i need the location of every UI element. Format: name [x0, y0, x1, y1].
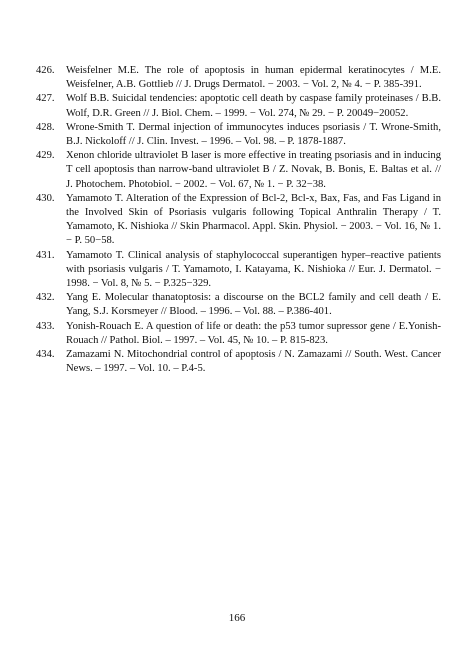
reference-text: Yamamoto T. Alteration of the Expression of Bcl-2, Bcl-x, Bax, Fas, and Fas Ligand in the Involved Skin of Psoriasis vulgaris following Topical Anthralin Therapy / T. Yamamoto, K. Nishioka // Skin Pharmacol. Appl. Skin. Physiol. − 2003. − Vol. 16, № 1. − P. 50−58. — [66, 192, 441, 247]
reference-item — [36, 192, 441, 249]
reference-number: 432. — [36, 292, 55, 304]
reference-text: Yamamoto T. Clinical analysis of staphylococcal superantigen hyper–reactive patients with psoriasis vulgaris / T. Yamamoto, I. Katayama, K. Nishioka // Eur. J. Dermatol. − 1998. − Vol. 8, № 5. − P.325−329. — [66, 249, 441, 290]
reference-text: Yonish-Rouach E. A question of life or death: the p53 tumor supressor gene / E.Yonish-Rouach // Pathol. Biol. – 1997. – Vol. 45, № 10. – P. 815-823. — [66, 320, 441, 346]
reference-number: 434. — [36, 349, 55, 361]
reference-item — [36, 348, 441, 376]
reference-number: 428. — [36, 121, 55, 133]
reference-item — [36, 121, 441, 149]
reference-item — [36, 64, 441, 92]
reference-item — [36, 291, 441, 319]
page-number: 166 — [228, 612, 246, 624]
reference-item — [36, 149, 441, 192]
reference-text: Wolf B.B. Suicidal tendencies: apoptotic cell death by caspase family proteinases / B.B. Wolf, D.R. Green // J. Biol. Chem. – 1999. − Vol. 274, № 29. − P. 20049−20052. — [66, 93, 441, 119]
reference-list — [36, 64, 441, 376]
reference-text: Xenon chloride ultraviolet B laser is more effective in treating psoriasis and in inducing T cell apoptosis than narrow-band ultraviolet B / Z. Novak, B. Bonis, E. Baltas et al. // J. Photochem. Photobiol. − 2002. − Vol. 67, № 1. − P. 32−38. — [66, 150, 441, 190]
reference-item — [36, 320, 441, 348]
reference-number: 430. — [36, 192, 55, 204]
reference-text: Weisfelner M.E. The role of apoptosis in human epidermal keratinocytes / M.E. Weisfelner, A.B. Gottlieb // J. Drugs Dermatol. − 2003. − Vol. 2, № 4. − P. 385-391. — [66, 65, 441, 91]
reference-number: 426. — [36, 65, 55, 76]
reference-number: 431. — [36, 249, 55, 261]
reference-text: Zamazami N. Mitochondrial control of apoptosis / N. Zamazami // South. West. Cancer News. – 1997. – Vol. 10. – P.4-5. — [66, 349, 441, 375]
reference-item — [36, 249, 441, 292]
reference-text: Yang E. Molecular thanatoptosis: a discourse on the BCL2 family and cell death / E. Yang, S.J. Korsmeyer // Blood. – 1996. – Vol. 88. – P.386-401. — [66, 292, 441, 318]
reference-text: Wrone-Smith T. Dermal injection of immunocytes induces psoriasis / T. Wrone-Smith, B.J. Nickoloff // J. Clin. Invest. – 1996. – Vol. 98. – P. 1878-1887. — [66, 121, 441, 148]
reference-number: 433. — [36, 320, 55, 332]
reference-number: 429. — [36, 150, 55, 162]
reference-item — [36, 92, 441, 120]
reference-number: 427. — [36, 93, 55, 105]
